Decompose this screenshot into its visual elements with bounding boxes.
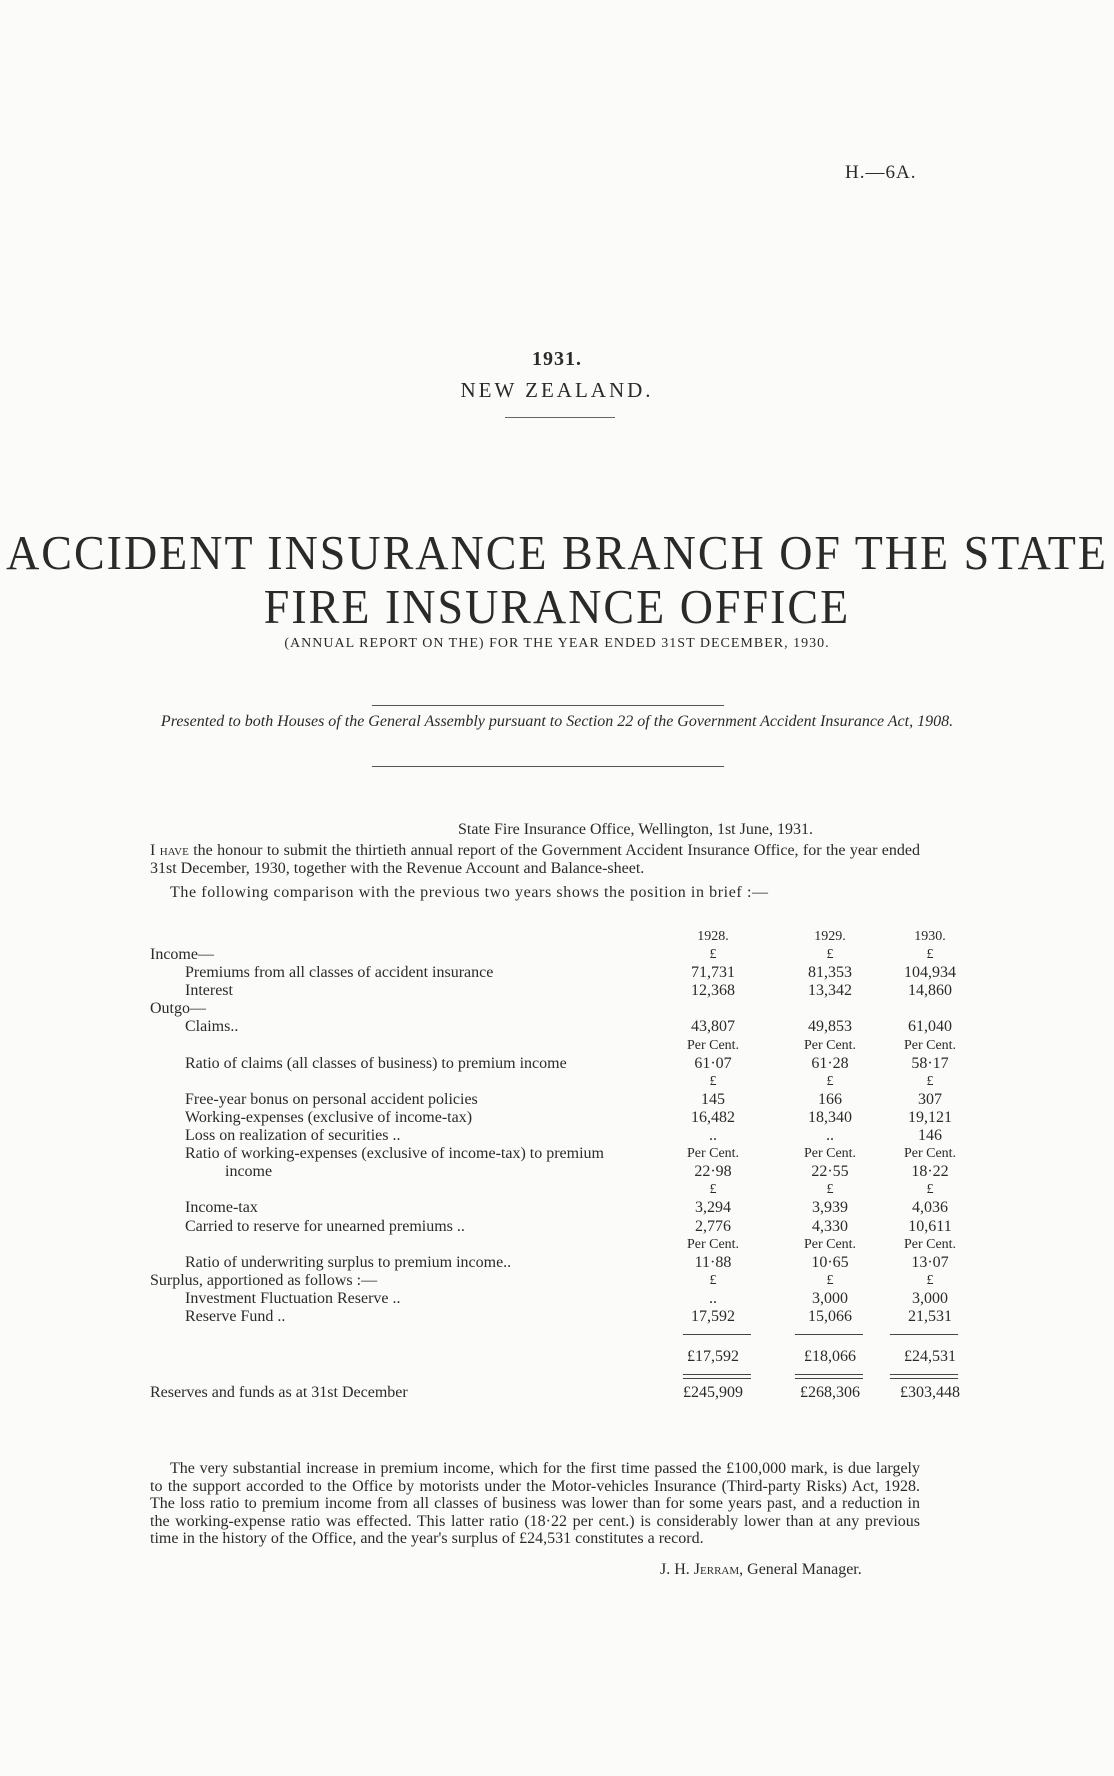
row-label: Loss on realization of securities .. xyxy=(185,1127,401,1144)
cell-1928: £17,592 xyxy=(687,1348,739,1366)
cell-1928: £ xyxy=(709,947,717,962)
signature-suffix: , General Manager. xyxy=(739,1561,862,1578)
table-row xyxy=(0,1163,1114,1181)
row-label: Reserve Fund .. xyxy=(185,1308,286,1325)
table-row xyxy=(0,1254,1114,1272)
table-row xyxy=(0,1091,1114,1109)
cell-1929: 13,342 xyxy=(808,982,852,1000)
cell-1929: 1929. xyxy=(814,929,846,944)
closing-paragraph: The very substantial increase in premium income, which for the first time passed the £100,000 mark, is due largely to the support accorded to the Office by motorists under the Motor-vehicles Insurance (Third-party Risks) Act, 1928. The loss ratio to premium income from all classes of business was lower than for some years past, and a reduction in the working-expense ratio was effected. This latter ratio (18·22 per cent.) is considerably lower than at any previous time in the history of the Office, and the year's surplus of £24,531 constitutes a record. xyxy=(150,1460,920,1547)
double-rule xyxy=(890,1374,958,1379)
cell-1929: 61·28 xyxy=(811,1054,849,1072)
row-label: income xyxy=(225,1163,273,1181)
divider xyxy=(372,766,724,767)
table-row xyxy=(0,1290,1114,1308)
cell-1930: Per Cent. xyxy=(903,1037,957,1053)
cell-1929: 3,939 xyxy=(812,1199,848,1217)
report-year: 1931. xyxy=(532,348,582,370)
table-row xyxy=(0,1199,1114,1217)
cell-1930: £303,448 xyxy=(900,1384,960,1402)
cell-1928: 12,368 xyxy=(691,982,735,1000)
cell-1928: Per Cent. xyxy=(686,1146,740,1162)
cell-1930: 21,531 xyxy=(908,1308,952,1325)
signature-prefix: J. H. xyxy=(660,1561,694,1578)
cell-1929: £ xyxy=(826,947,834,962)
cell-1929: 81,353 xyxy=(808,964,852,982)
intro-lead: I have xyxy=(150,842,189,859)
row-label: Reserves and funds as at 31st December xyxy=(150,1384,408,1402)
cell-1929: 3,000 xyxy=(812,1289,848,1307)
cell-1930: 3,000 xyxy=(912,1289,948,1307)
cell-1929: £ xyxy=(826,1073,834,1089)
row-label: Investment Fluctuation Reserve .. xyxy=(185,1289,401,1307)
row-label: Working-expenses (exclusive of income-tax) xyxy=(185,1108,473,1126)
table-row xyxy=(0,1308,1114,1326)
title-line-1: ACCIDENT INSURANCE BRANCH OF THE STATE xyxy=(6,525,1108,580)
cell-1930: 104,934 xyxy=(904,964,956,982)
cell-1929: £ xyxy=(826,1272,834,1288)
cell-1928: Per Cent. xyxy=(686,1236,740,1252)
row-label: Ratio of underwriting surplus to premium income.. xyxy=(185,1253,512,1271)
table-row xyxy=(0,1000,1114,1018)
cell-1928: £ xyxy=(709,1182,717,1198)
cell-1928: £ xyxy=(709,1272,717,1288)
cell-1928: 61·07 xyxy=(694,1054,732,1072)
table-row xyxy=(0,946,1114,964)
cell-1930: 307 xyxy=(918,1090,942,1108)
table-row xyxy=(0,1145,1114,1163)
cell-1930: 14,860 xyxy=(908,982,952,1000)
row-label: Interest xyxy=(185,982,233,1000)
cell-1930: Per Cent. xyxy=(903,1236,957,1252)
cell-1929: 22·55 xyxy=(811,1163,849,1181)
cell-1929: Per Cent. xyxy=(803,1236,857,1252)
table-row xyxy=(0,1037,1114,1055)
country-heading: NEW ZEALAND. xyxy=(460,378,654,402)
subtitle: (ANNUAL REPORT ON THE) FOR THE YEAR ENDED 31ST DECEMBER, 1930. xyxy=(284,636,830,651)
cell-1930: 18·22 xyxy=(911,1163,949,1181)
cell-1928: 11·88 xyxy=(694,1253,732,1271)
cell-1930: £ xyxy=(926,1272,934,1288)
cell-1930: 13·07 xyxy=(911,1253,949,1271)
sum-rule xyxy=(890,1334,958,1335)
table-header xyxy=(0,928,1114,946)
table-row xyxy=(0,964,1114,982)
cell-1928: 43,807 xyxy=(691,1018,735,1036)
double-rule xyxy=(683,1374,751,1379)
table-row xyxy=(0,1236,1114,1254)
cell-1929: 49,853 xyxy=(808,1018,852,1036)
cell-1929: 4,330 xyxy=(812,1217,848,1235)
document-reference: H.—6A. xyxy=(845,162,917,183)
divider xyxy=(505,417,615,418)
cell-1929: 10·65 xyxy=(811,1253,849,1271)
double-rule xyxy=(795,1374,863,1379)
row-label: Ratio of claims (all classes of business) to premium income xyxy=(185,1054,567,1072)
cell-1928: 2,776 xyxy=(695,1217,731,1235)
table-row xyxy=(0,1181,1114,1199)
dateline: State Fire Insurance Office, Wellington, 1st June, 1931. xyxy=(458,821,813,838)
cell-1928: £245,909 xyxy=(683,1384,743,1402)
row-label: Free-year bonus on personal accident policies xyxy=(185,1090,478,1108)
cell-1929: .. xyxy=(826,1127,834,1144)
cell-1928: 22·98 xyxy=(694,1163,732,1181)
table-row xyxy=(0,1109,1114,1127)
row-label: Carried to reserve for unearned premiums .. xyxy=(185,1217,465,1235)
cell-1928: 3,294 xyxy=(695,1199,731,1217)
presentation-note: Presented to both Houses of the General Assembly pursuant to Section 22 of the Government Accident Insurance Act, 1908. xyxy=(160,713,954,730)
cell-1928: .. xyxy=(709,1289,717,1307)
sum-rule xyxy=(683,1334,751,1335)
table-row xyxy=(0,1218,1114,1236)
cell-1930: £ xyxy=(926,947,934,962)
cell-1930: £ xyxy=(926,1182,934,1198)
cell-1929: 15,066 xyxy=(808,1308,852,1325)
cell-1929: £ xyxy=(826,1182,834,1198)
cell-1928: 145 xyxy=(701,1090,725,1108)
cell-1929: £268,306 xyxy=(800,1384,860,1402)
cell-1928: 17,592 xyxy=(691,1308,735,1325)
cell-1930: £ xyxy=(926,1073,934,1089)
row-label: Surplus, apportioned as follows :— xyxy=(150,1271,378,1289)
signature xyxy=(660,1561,862,1579)
cell-1928: 1928. xyxy=(697,929,729,944)
table-row xyxy=(0,1055,1114,1073)
cell-1930: 61,040 xyxy=(908,1018,952,1036)
signature-name: Jerram xyxy=(693,1561,740,1578)
cell-1928: £ xyxy=(709,1073,717,1089)
cell-1929: 18,340 xyxy=(808,1108,852,1126)
cell-1930: 4,036 xyxy=(912,1199,948,1217)
cell-1929: Per Cent. xyxy=(803,1146,857,1162)
row-label: Premiums from all classes of accident insurance xyxy=(185,964,494,982)
row-label: Ratio of working-expenses (exclusive of income-tax) to premium xyxy=(185,1145,604,1163)
totals-row xyxy=(0,1348,1114,1366)
row-label: Income-tax xyxy=(185,1199,258,1217)
cell-1930: 1930. xyxy=(914,929,946,944)
table-row xyxy=(0,982,1114,1000)
row-label: Claims.. xyxy=(185,1018,239,1036)
cell-1928: .. xyxy=(709,1127,717,1144)
reserves-row xyxy=(0,1384,1114,1402)
cell-1930: 146 xyxy=(918,1127,942,1144)
cell-1928: Per Cent. xyxy=(686,1037,740,1053)
cell-1930: 19,121 xyxy=(908,1108,952,1126)
cell-1930: Per Cent. xyxy=(903,1146,957,1162)
cell-1930: 58·17 xyxy=(911,1054,949,1072)
cell-1930: £24,531 xyxy=(904,1348,956,1366)
table-row xyxy=(0,1018,1114,1036)
title-line-2: FIRE INSURANCE OFFICE xyxy=(263,579,851,634)
intro-paragraph xyxy=(150,842,920,878)
comparison-intro: The following comparison with the previous two years shows the position in brief :— xyxy=(170,884,769,901)
sum-rule xyxy=(795,1334,863,1335)
intro-text: the honour to submit the thirtieth annual report of the Government Accident Insurance Office, for the year ended 31st December, 1930, together with the Revenue Account and Balance-sheet. xyxy=(150,842,920,877)
cell-1929: Per Cent. xyxy=(803,1037,857,1053)
cell-1929: 166 xyxy=(818,1090,842,1108)
cell-1928: 71,731 xyxy=(691,964,735,982)
cell-1929: £18,066 xyxy=(804,1348,856,1366)
row-label: Outgo— xyxy=(150,1000,206,1018)
row-label: Income— xyxy=(150,946,214,963)
divider xyxy=(372,705,724,706)
cell-1928: 16,482 xyxy=(691,1108,735,1126)
table-row xyxy=(0,1073,1114,1091)
cell-1930: 10,611 xyxy=(908,1217,952,1235)
table-row xyxy=(0,1272,1114,1290)
table-row xyxy=(0,1127,1114,1145)
